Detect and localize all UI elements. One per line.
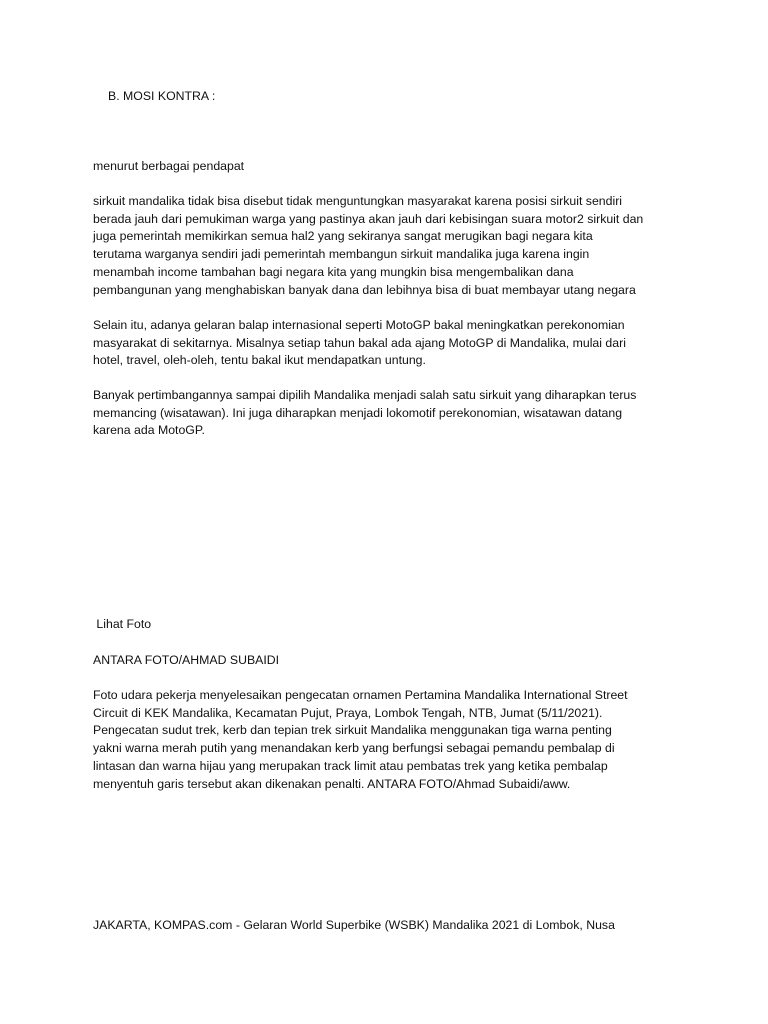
paragraph-line: berada jauh dari pemukiman warga yang pastinya akan jauh dari kebisingan suara motor2 sirkuit dan (93, 211, 644, 226)
paragraph-line: terutama warganya sendiri jadi pemerintah membangun sirkuit mandalika juga karena ingin (93, 247, 590, 262)
caption-line: Foto udara pekerja menyelesaikan pengecatan ornamen Pertamina Mandalika International Street (93, 688, 628, 702)
photo-credit: ANTARA FOTO/AHMAD SUBAIDI (93, 653, 280, 667)
caption-line: yakni warna merah putih yang menandakan kerb yang berfungsi sebagai pemandu pembalap di (93, 741, 615, 756)
caption-line: Pengecatan sudut trek, kerb dan tepian trek sirkuit Mandalika menggunakan tiga warna penting (93, 723, 612, 738)
paragraph-line: hotel, travel, oleh-oleh, tentu bakal ikut mendapatkan untung. (93, 353, 426, 368)
paragraph-line: menambah income tambahan bagi negara kita yang mungkin bisa mengembalikan dana (93, 264, 574, 279)
paragraph-line: masyarakat di sekitarnya. Misalnya setiap tahun bakal ada ajang MotoGP di Mandalika, mulai dari (93, 335, 626, 350)
paragraph-line: juga pemerintah memikirkan semua hal2 yang sekiranya sangat merugikan bagi negara kita (93, 229, 593, 244)
intro-text: menurut berbagai pendapat (93, 159, 245, 173)
paragraph-line: sirkuit mandalika tidak bisa disebut tidak menguntungkan masyarakat karena posisi sirkuit sendiri (93, 194, 623, 208)
paragraph-1 (93, 193, 643, 299)
paragraph-line: karena ada MotoGP. (93, 423, 205, 438)
article-lead-line: JAKARTA, KOMPAS.com - Gelaran World Superbike (WSBK) Mandalika 2021 di Lombok, Nusa (93, 918, 615, 932)
paragraph-line: pembangunan yang menghabiskan banyak dana dan lebihnya bisa di buat membayar utang negara (93, 282, 636, 297)
paragraph-2 (93, 317, 626, 370)
paragraph-line: memancing (wisatawan). Ini juga diharapkan menjadi lokomotif perekonomian, wisatawan datang (93, 405, 623, 420)
caption-line: lintasan dan warna hijau yang merupakan track limit atau pembatas trek yang ketika pembalap (93, 758, 608, 773)
section-heading: B. MOSI KONTRA : (108, 89, 216, 103)
caption-line: Circuit di KEK Mandalika, Kecamatan Pujut, Praya, Lombok Tengah, NTB, Jumat (5/11/2021). (93, 705, 603, 720)
paragraph-line: Selain itu, adanya gelaran balap internasional seperti MotoGP bakal meningkatkan perekonomian (93, 318, 625, 332)
paragraph-3 (93, 387, 636, 440)
photo-caption (93, 687, 628, 793)
paragraph-line: Banyak pertimbangannya sampai dipilih Mandalika menjadi salah satu sirkuit yang diharapkan terus (93, 388, 637, 402)
photo-link[interactable]: Lihat Foto (93, 617, 152, 631)
caption-line: menyentuh garis tersebut akan dikenakan penalti. ANTARA FOTO/Ahmad Subaidi/aww. (93, 776, 571, 791)
